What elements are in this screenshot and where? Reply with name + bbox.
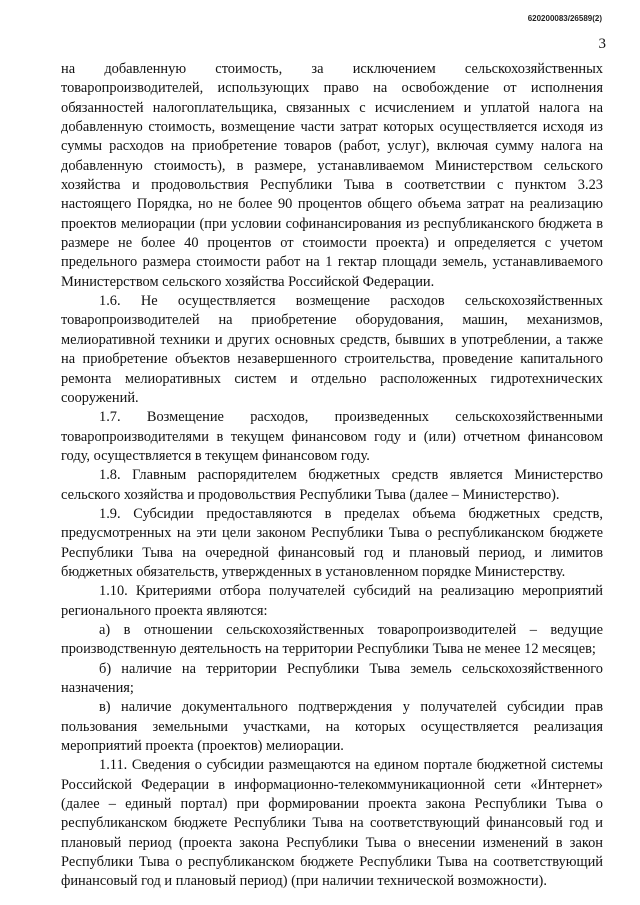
paragraph-1-11: 1.11. Сведения о субсидии размещаются на едином портале бюджетной системы Российской Федерации в информационно-телекоммуникационной сети «Интернет» (далее – единый портал) при формировании проекта закона Республики Тыва о республиканском бюджете Республики Тыва на соответствующий финансовый год и плановый период (проекта закона Республики Тыва о внесении изменений в закон Республики Тыва о республиканском бюджете Республики Тыва на соответствующий финансовый год и плановый период) (при наличии технической возможности).	[61, 757, 603, 890]
criterion-c: в) наличие документального подтверждения у получателей субсидии прав пользования земельными участками, на которых осуществляется реализация мероприятий проекта (проектов) мелиорации.	[61, 699, 603, 755]
paragraph-continuation: на добавленную стоимость, за исключением сельскохозяйственных товаропроизводителей, использующих право на освобождение от исполнения обязанностей налогоплательщика, связанных с исчислением и уплатой налога на добавленную стоимость, возмещение части затрат которых осуществляется исходя из суммы расходов на приобретение товаров (работ, услуг), включая сумму налога на добавленную стоимость), в размере, устанавливаемом Министерством сельского хозяйства и продовольствия Республики Тыва в соответствии с пунктом 3.23 настоящего Порядка, но не более 90 процентов общего объема затрат на реализацию проектов мелиорации (при условии софинансирования из республиканского бюджета в размере не более 40 процентов от стоимости проекта) и определяется с учетом предельного размера стоимости работ на 1 гектар площади земель, устанавливаемого Министерством сельского хозяйства Российской Федерации.	[61, 61, 603, 290]
paragraph-1-10: 1.10. Критериями отбора получателей субсидий на реализацию мероприятий регионального проекта являются:	[61, 583, 603, 619]
criterion-a: а) в отношении сельскохозяйственных товаропроизводителей – ведущие производственную деятельность на территории Республики Тыва не менее 12 месяцев;	[61, 621, 603, 658]
paragraph-1-7: 1.7. Возмещение расходов, произведенных сельскохозяйственными товаропроизводителями в текущем финансовом году и (или) отчетном финансовом году, осуществляется в текущем финансовом году.	[61, 409, 603, 464]
paragraph-1-8: 1.8. Главным распорядителем бюджетных средств является Министерство сельского хозяйства и продовольствия Республики Тыва (далее – Министерство).	[61, 467, 603, 503]
document-body	[61, 60, 603, 892]
criterion-b: б) наличие на территории Республики Тыва земель сельскохозяйственного назначения;	[61, 660, 603, 696]
document-registration-number: 620200083/26589(2)	[527, 14, 602, 23]
paragraph-1-9: 1.9. Субсидии предоставляются в пределах объема бюджетных средств, предусмотренных на эти цели законом Республики Тыва о республиканском бюджете Республики Тыва на очередной финансовый год и плановый период, и лимитов бюджетных обязательств, утвержденных в установленном порядке Министерству.	[61, 505, 603, 580]
page-number: 3	[598, 36, 606, 52]
paragraph-1-6: 1.6. Не осуществляется возмещение расходов сельскохозяйственных товаропроизводителей на приобретение оборудования, машин, механизмов, мелиоративной техники и других основных средств, бывших в употреблении, а также на приобретение объектов незавершенного строительства, проведение капитального ремонта мелиоративных систем и отдельно расположенных гидротехнических сооружений.	[61, 293, 603, 406]
